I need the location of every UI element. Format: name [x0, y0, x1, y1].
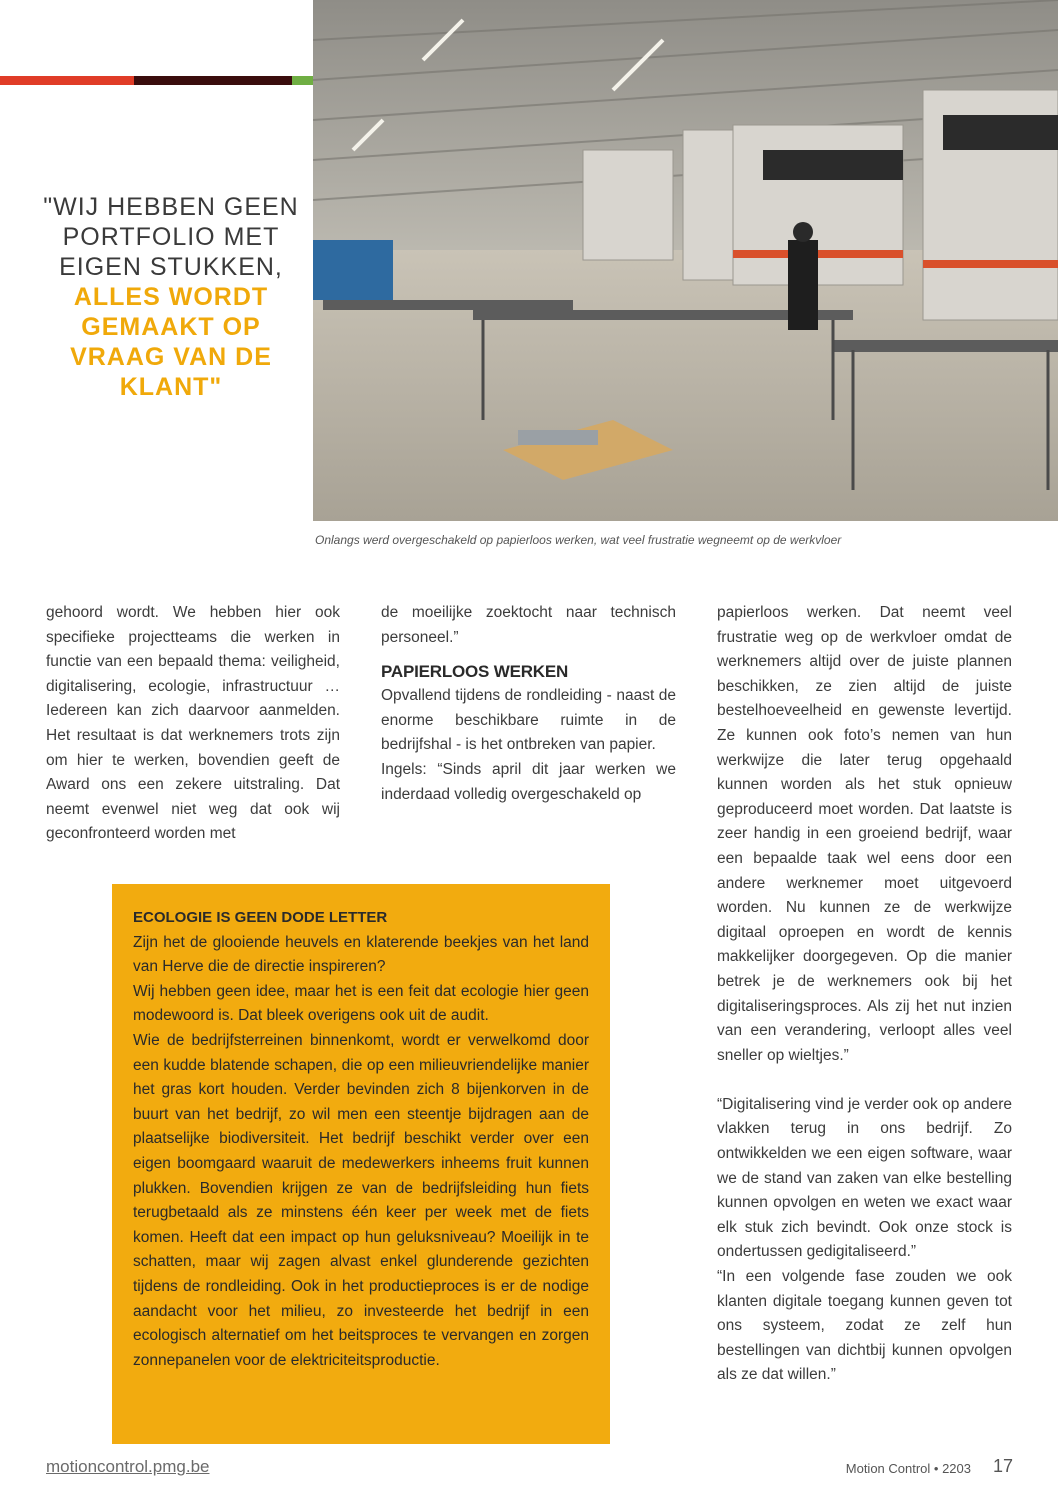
accent-bar-dark [134, 76, 292, 85]
pull-quote-line2: ALLES WORDT GEMAAKT OP VRAAG VAN DE KLANT" [70, 283, 272, 401]
article-paragraph: de moeilijke zoektocht naar technisch personeel.” [381, 604, 676, 646]
article-paragraph: Ingels: “Sinds april dit jaar werken we inderdaad volledig overgeschakeld op [381, 760, 676, 803]
section-heading: PAPIERLOOS WERKEN [381, 662, 569, 682]
sidebar-box-content [133, 906, 589, 1373]
article-paragraph: gehoord wordt. We hebben hier ook specifieke projectteams die werken in functie van een bepaald thema: veiligheid, digitalisering, ecologie, infrastructuur … Iedereen kan zich daarvoor aanmelden. Het resultaat is dat werknemers trots zijn om hier te werken, bovendien geeft de Award ons een zekere uitstraling. Dat neemt evenwel niet weg dat ook wij geconfronteerd worden met [46, 604, 340, 843]
article-column-1 [46, 601, 340, 847]
sidebar-paragraph: Wie de bedrijfsterreinen binnenkomt, wordt er verwelkomd door een kudde blatende schapen, die op een milieuvriendelijke manier het gras kort houden. Verder bevinden zich 8 bijenkorven in de buurt van het bedrijf, zo wil men een steentje bijdragen aan de plaatselijke biodiversiteit. Het bedrijf beschikt verder over een eigen boomgaard waaruit de medewerkers inheems fruit kunnen plukken. Bovendien krijgen ze van de bedrijfsleiding hun fiets terugbetaald als ze minstens één keer per week met de fiets komen. Heeft dat een impact op hun geluksniveau? Moeilijk in te schatten, maar wij zagen alvast enkel glunderende gezichten tijdens de rondleiding. Ook in het productieproces is er de nodige aandacht voor het milieu, zo investeerde het bedrijf in een ecologisch alternatief om het beitsproces te vervangen en zorgen zonnepanelen voor de elektriciteitsproductie. [133, 1031, 589, 1369]
footer-website-link[interactable]: motioncontrol.pmg.be [46, 1457, 210, 1476]
sidebar-box [112, 884, 610, 1444]
photo-caption: Onlangs werd overgeschakeld op papierloos werken, wat veel frustratie wegneemt op de werkvloer [315, 533, 842, 547]
article-paragraph: “Digitalisering vind je verder ook op andere vlakken terug in ons bedrijf. Zo ontwikkelden we een eigen software, waar we de stand van zaken van elke bestelling kunnen opvolgen en weten we exact waar elk stuk zich bevindt. Ook onze stock is ondertussen gedigitaliseerd.” [717, 1095, 1012, 1261]
article-column-3 [717, 601, 1012, 1388]
article-paragraph: papierloos werken. Dat neemt veel frustratie weg op de werkvloer omdat de werknemers altijd over de juiste plannen beschikken, ze zien altijd de juiste bestelhoeveelheid en gewenste levertijd. Ze kunnen ook foto’s nemen van hun werkwijze die later terug opgehaald kunnen worden als het stuk opnieuw geproduceerd moet worden. Dat laatste is zeer handig in een groeiend bedrijf, waar een bepaalde taak wel eens door een andere werknemer moet uitgevoerd worden. Nu kunnen ze de werkwijze digitaal oproepen en wordt de kennis makkelijker doorgegeven. Op die manier betrek je de werknemers ook bij het digitaliseringsproces. Als zij het nut inzien van een verandering, verloopt alles veel sneller op wieltjes.” [717, 604, 1012, 1064]
factory-photo [313, 0, 1058, 521]
accent-bar-red [0, 76, 134, 85]
page-number: 17 [992, 1456, 1013, 1476]
paragraph-spacer [717, 1068, 1012, 1093]
sidebar-box-title: ECOLOGIE IS GEEN DODE LETTER [133, 909, 388, 926]
article-paragraph: Opvallend tijdens de rondleiding - naast de enorme beschikbare ruimte in de bedrijfshal - is het ontbreken van papier. [381, 687, 676, 754]
article-paragraph: “In een volgende fase zouden we ook klanten digitale toegang kunnen geven tot ons systeem, zodat ze zelf hun bestellingen van dichtbij kunnen opvolgen als ze dat willen.” [717, 1268, 1012, 1384]
sidebar-paragraph: Zijn het de glooiende heuvels en klaterende beekjes van het land van Herve die de directie inspireren? [133, 933, 589, 976]
accent-bar-green [292, 76, 313, 85]
sidebar-paragraph: Wij hebben geen idee, maar het is een feit dat ecologie hier geen modewoord is. Dat bleek overigens ook uit de audit. [133, 982, 589, 1025]
article-column-2 [381, 601, 676, 807]
footer-magazine-issue: Motion Control • 2203 [845, 1461, 971, 1476]
pull-quote-line1: "WIJ HEBBEN GEEN PORTFOLIO MET EIGEN STUKKEN, [43, 193, 299, 281]
pull-quote [40, 192, 302, 402]
factory-photo-illustration [313, 0, 1058, 521]
